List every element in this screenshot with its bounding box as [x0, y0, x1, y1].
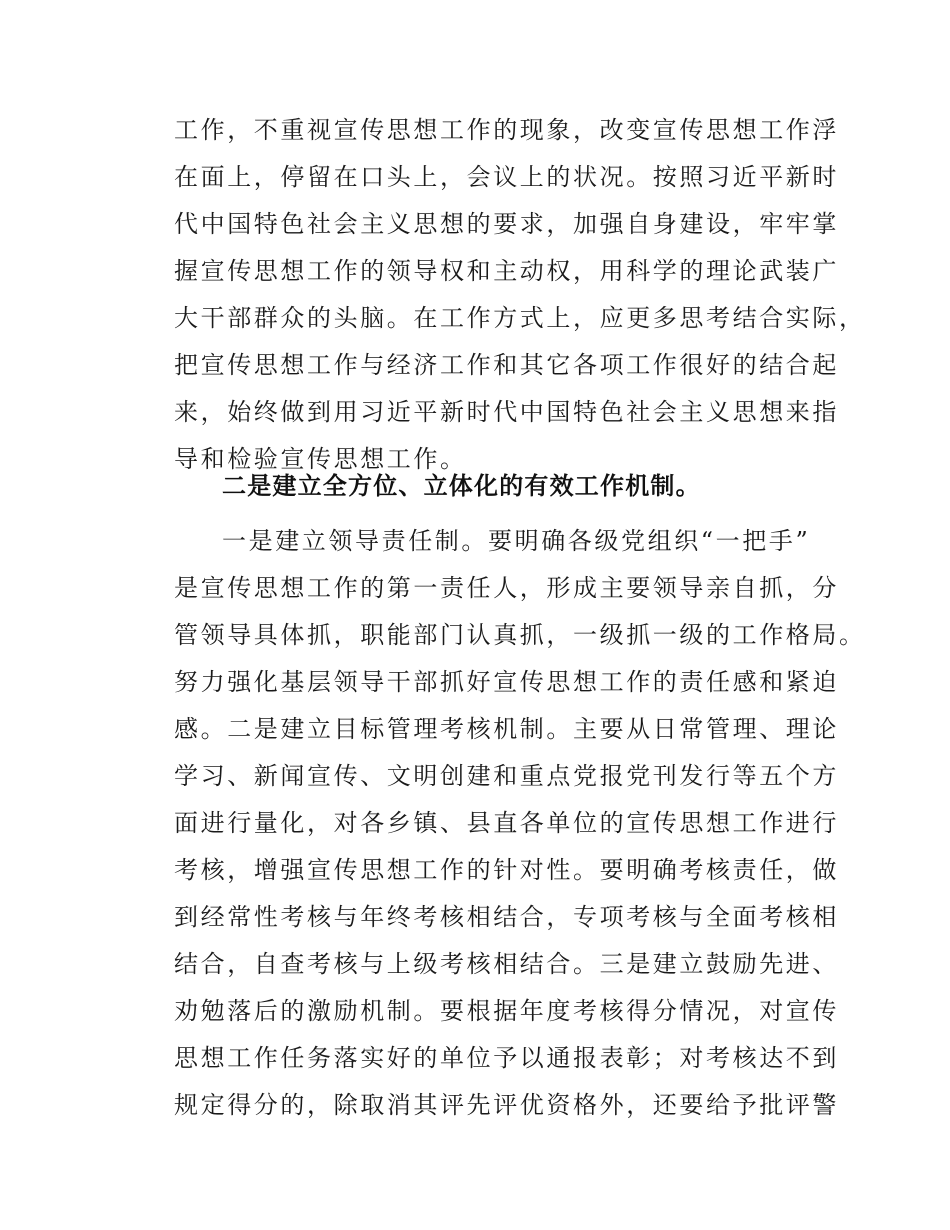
paragraph-2-line: 一是建立领导责任制。要明确各级党组织“一把手” — [222, 527, 811, 555]
paragraph-1-line: 把宣传思想工作与经济工作和其它各项工作很好的结合起 — [174, 351, 839, 379]
paragraph-1-line: 握宣传思想工作的领导权和主动权，用科学的理论武装广 — [174, 257, 839, 285]
paragraph-2-line: 面进行量化，对各乡镇、县直各单位的宣传思想工作进行 — [174, 809, 839, 837]
paragraph-2-line: 感。二是建立目标管理考核机制。主要从日常管理、理论 — [174, 715, 839, 743]
paragraph-2-line: 管领导具体抓，职能部门认真抓，一级抓一级的工作格局。 — [174, 621, 866, 649]
section-heading: 二是建立全方位、立体化的有效工作机制。 — [222, 472, 701, 500]
paragraph-1-line: 工作，不重视宣传思想工作的现象，改变宣传思想工作浮 — [174, 116, 839, 144]
paragraph-2-line: 到经常性考核与年终考核相结合，专项考核与全面考核相 — [174, 903, 839, 931]
paragraph-2-line: 学习、新闻宣传、文明创建和重点党报党刊发行等五个方 — [174, 762, 839, 790]
paragraph-2-line: 是宣传思想工作的第一责任人，形成主要领导亲自抓，分 — [174, 574, 839, 602]
paragraph-2-line: 考核，增强宣传思想工作的针对性。要明确考核责任，做 — [174, 856, 839, 884]
paragraph-1-line: 导和检验宣传思想工作。 — [174, 445, 467, 473]
paragraph-2-line: 思想工作任务落实好的单位予以通报表彰；对考核达不到 — [174, 1044, 839, 1072]
paragraph-2-line: 结合，自查考核与上级考核相结合。三是建立鼓励先进、 — [174, 950, 839, 978]
paragraph-1-line: 大干部群众的头脑。在工作方式上，应更多思考结合实际， — [174, 304, 866, 332]
paragraph-2-line: 努力强化基层领导干部抓好宣传思想工作的责任感和紧迫 — [174, 668, 839, 696]
paragraph-2-line: 劝勉落后的激励机制。要根据年度考核得分情况，对宣传 — [174, 997, 839, 1025]
paragraph-1-line: 代中国特色社会主义思想的要求，加强自身建设，牢牢掌 — [174, 210, 839, 238]
paragraph-2-line: 规定得分的，除取消其评先评优资格外，还要给予批评警 — [174, 1091, 839, 1119]
paragraph-1-line: 来，始终做到用习近平新时代中国特色社会主义思想来指 — [174, 398, 839, 426]
paragraph-1-line: 在面上，停留在口头上，会议上的状况。按照习近平新时 — [174, 163, 839, 191]
